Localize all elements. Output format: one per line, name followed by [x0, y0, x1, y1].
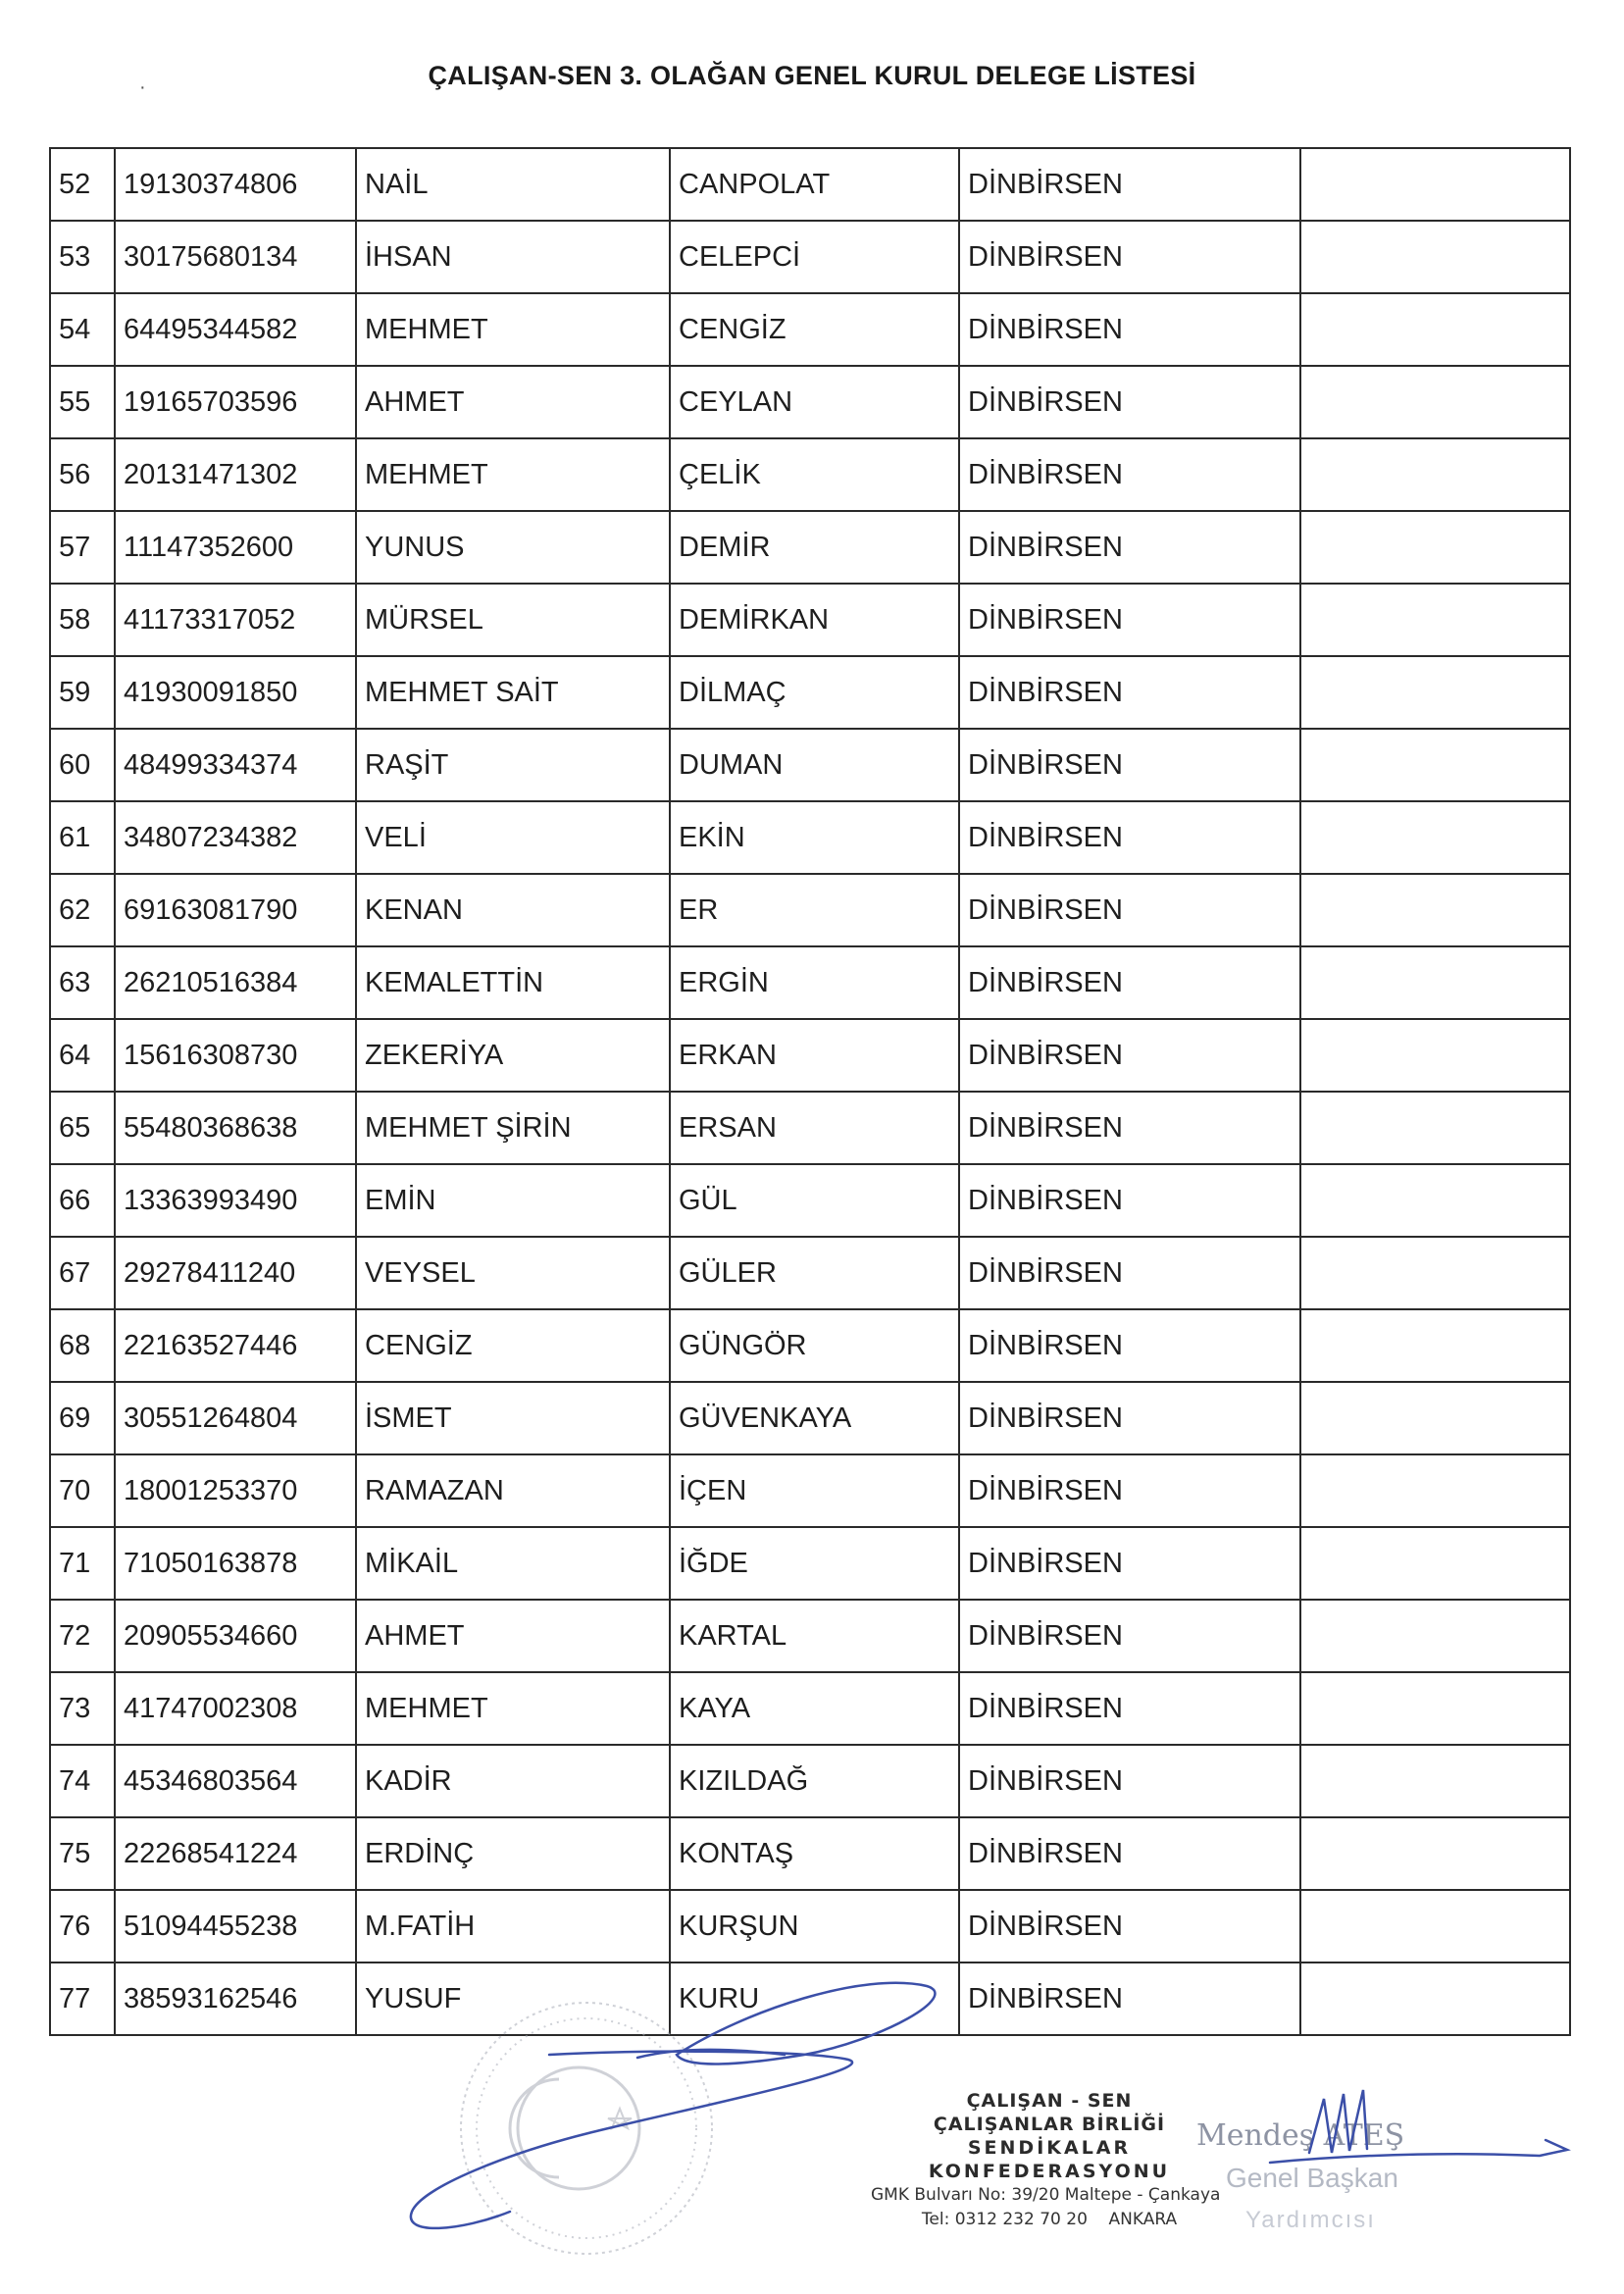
row-number: 53: [50, 221, 115, 293]
last-name: DEMİR: [670, 511, 959, 584]
union-name: DİNBİRSEN: [959, 1890, 1300, 1963]
union-name: DİNBİRSEN: [959, 1164, 1300, 1237]
union-name: DİNBİRSEN: [959, 584, 1300, 656]
row-number: 60: [50, 729, 115, 801]
last-name: KIZILDAĞ: [670, 1745, 959, 1817]
last-name: CENGİZ: [670, 293, 959, 366]
national-id: 20905534660: [115, 1600, 356, 1672]
union-name: DİNBİRSEN: [959, 1237, 1300, 1309]
row-number: 73: [50, 1672, 115, 1745]
union-name: DİNBİRSEN: [959, 221, 1300, 293]
row-number: 72: [50, 1600, 115, 1672]
first-name: MEHMET: [356, 438, 670, 511]
union-name: DİNBİRSEN: [959, 148, 1300, 221]
first-name: RAŞİT: [356, 729, 670, 801]
signature-title-line2: Yardımcısı: [1245, 2207, 1376, 2233]
first-name: VEYSEL: [356, 1237, 670, 1309]
national-id: 69163081790: [115, 874, 356, 946]
union-name: DİNBİRSEN: [959, 729, 1300, 801]
national-id: 41747002308: [115, 1672, 356, 1745]
signature-name: Mendeş ATEŞ: [1196, 2118, 1405, 2153]
footer-org-line3: SENDİKALAR KONFEDERASYONU: [928, 2137, 1171, 2182]
last-name: ERGİN: [670, 946, 959, 1019]
national-id: 19130374806: [115, 148, 356, 221]
first-name: MEHMET ŞİRİN: [356, 1092, 670, 1164]
last-name: ÇELİK: [670, 438, 959, 511]
union-name: DİNBİRSEN: [959, 1382, 1300, 1454]
first-name: MİKAİL: [356, 1527, 670, 1600]
footer-address: GMK Bulvarı No: 39/20 Maltepe - Çankaya: [871, 2185, 1221, 2205]
row-number: 71: [50, 1527, 115, 1600]
footer-city: ANKARA: [1108, 2210, 1178, 2229]
first-name: AHMET: [356, 366, 670, 438]
last-name: EKİN: [670, 801, 959, 874]
national-id: 41930091850: [115, 656, 356, 729]
row-number: 54: [50, 293, 115, 366]
row-number: 77: [50, 1963, 115, 2035]
last-name: ER: [670, 874, 959, 946]
row-number: 66: [50, 1164, 115, 1237]
national-id: 30175680134: [115, 221, 356, 293]
union-name: DİNBİRSEN: [959, 1454, 1300, 1527]
national-id: 11147352600: [115, 511, 356, 584]
national-id: 48499334374: [115, 729, 356, 801]
last-name: CANPOLAT: [670, 148, 959, 221]
row-number: 67: [50, 1237, 115, 1309]
row-number: 68: [50, 1309, 115, 1382]
first-name: KENAN: [356, 874, 670, 946]
last-name: İĞDE: [670, 1527, 959, 1600]
union-name: DİNBİRSEN: [959, 1672, 1300, 1745]
first-name: İHSAN: [356, 221, 670, 293]
first-name: ZEKERİYA: [356, 1019, 670, 1092]
first-name: MEHMET: [356, 1672, 670, 1745]
first-name: ERDİNÇ: [356, 1817, 670, 1890]
national-id: 55480368638: [115, 1092, 356, 1164]
national-id: 30551264804: [115, 1382, 356, 1454]
last-name: KURU: [670, 1963, 959, 2035]
row-number: 74: [50, 1745, 115, 1817]
first-name: MÜRSEL: [356, 584, 670, 656]
last-name: CEYLAN: [670, 366, 959, 438]
national-id: 26210516384: [115, 946, 356, 1019]
union-name: DİNBİRSEN: [959, 1745, 1300, 1817]
last-name: CELEPCİ: [670, 221, 959, 293]
national-id: 13363993490: [115, 1164, 356, 1237]
union-name: DİNBİRSEN: [959, 1527, 1300, 1600]
national-id: 41173317052: [115, 584, 356, 656]
last-name: DEMİRKAN: [670, 584, 959, 656]
last-name: DİLMAÇ: [670, 656, 959, 729]
first-name: KEMALETTİN: [356, 946, 670, 1019]
first-name: AHMET: [356, 1600, 670, 1672]
union-name: DİNBİRSEN: [959, 293, 1300, 366]
row-number: 75: [50, 1817, 115, 1890]
first-name: MEHMET: [356, 293, 670, 366]
first-name: M.FATİH: [356, 1890, 670, 1963]
first-name: YUSUF: [356, 1963, 670, 2035]
row-number: 52: [50, 148, 115, 221]
national-id: 64495344582: [115, 293, 356, 366]
union-name: DİNBİRSEN: [959, 946, 1300, 1019]
last-name: GÜVENKAYA: [670, 1382, 959, 1454]
national-id: 20131471302: [115, 438, 356, 511]
national-id: 34807234382: [115, 801, 356, 874]
last-name: KARTAL: [670, 1600, 959, 1672]
first-name: EMİN: [356, 1164, 670, 1237]
union-name: DİNBİRSEN: [959, 1963, 1300, 2035]
signature-title-line1: Genel Başkan: [1226, 2163, 1398, 2193]
union-name: DİNBİRSEN: [959, 438, 1300, 511]
row-number: 63: [50, 946, 115, 1019]
page-title: ÇALIŞAN-SEN 3. OLAĞAN GENEL KURUL DELEGE LİSTESİ: [428, 61, 1196, 90]
last-name: KONTAŞ: [670, 1817, 959, 1890]
last-name: GÜNGÖR: [670, 1309, 959, 1382]
row-number: 58: [50, 584, 115, 656]
national-id: 45346803564: [115, 1745, 356, 1817]
union-name: DİNBİRSEN: [959, 511, 1300, 584]
first-name: MEHMET SAİT: [356, 656, 670, 729]
union-name: DİNBİRSEN: [959, 874, 1300, 946]
union-name: DİNBİRSEN: [959, 366, 1300, 438]
national-id: 51094455238: [115, 1890, 356, 1963]
row-number: 57: [50, 511, 115, 584]
first-name: İSMET: [356, 1382, 670, 1454]
last-name: GÜLER: [670, 1237, 959, 1309]
union-name: DİNBİRSEN: [959, 1309, 1300, 1382]
first-name: RAMAZAN: [356, 1454, 670, 1527]
union-name: DİNBİRSEN: [959, 1817, 1300, 1890]
row-number: 65: [50, 1092, 115, 1164]
union-name: DİNBİRSEN: [959, 1019, 1300, 1092]
national-id: 18001253370: [115, 1454, 356, 1527]
union-name: DİNBİRSEN: [959, 1092, 1300, 1164]
footer-org-line2: ÇALIŞANLAR BİRLİĞİ: [933, 2114, 1166, 2135]
row-number: 70: [50, 1454, 115, 1527]
last-name: ERKAN: [670, 1019, 959, 1092]
national-id: 29278411240: [115, 1237, 356, 1309]
national-id: 22163527446: [115, 1309, 356, 1382]
first-name: CENGİZ: [356, 1309, 670, 1382]
footer-org-line1: ÇALIŞAN - SEN: [966, 2090, 1133, 2112]
union-name: DİNBİRSEN: [959, 801, 1300, 874]
national-id: 19165703596: [115, 366, 356, 438]
last-name: GÜL: [670, 1164, 959, 1237]
first-name: YUNUS: [356, 511, 670, 584]
row-number: 55: [50, 366, 115, 438]
last-name: DUMAN: [670, 729, 959, 801]
row-number: 56: [50, 438, 115, 511]
national-id: 15616308730: [115, 1019, 356, 1092]
footer-phone: Tel: 0312 232 70 20: [921, 2210, 1088, 2229]
union-name: DİNBİRSEN: [959, 1600, 1300, 1672]
last-name: İÇEN: [670, 1454, 959, 1527]
first-name: VELİ: [356, 801, 670, 874]
scan-speck: ·: [139, 76, 146, 98]
national-id: 22268541224: [115, 1817, 356, 1890]
row-number: 62: [50, 874, 115, 946]
first-name: NAİL: [356, 148, 670, 221]
national-id: 38593162546: [115, 1963, 356, 2035]
national-id: 71050163878: [115, 1527, 356, 1600]
union-name: DİNBİRSEN: [959, 656, 1300, 729]
row-number: 59: [50, 656, 115, 729]
last-name: ERSAN: [670, 1092, 959, 1164]
row-number: 69: [50, 1382, 115, 1454]
row-number: 61: [50, 801, 115, 874]
last-name: KURŞUN: [670, 1890, 959, 1963]
row-number: 76: [50, 1890, 115, 1963]
row-number: 64: [50, 1019, 115, 1092]
last-name: KAYA: [670, 1672, 959, 1745]
first-name: KADİR: [356, 1745, 670, 1817]
